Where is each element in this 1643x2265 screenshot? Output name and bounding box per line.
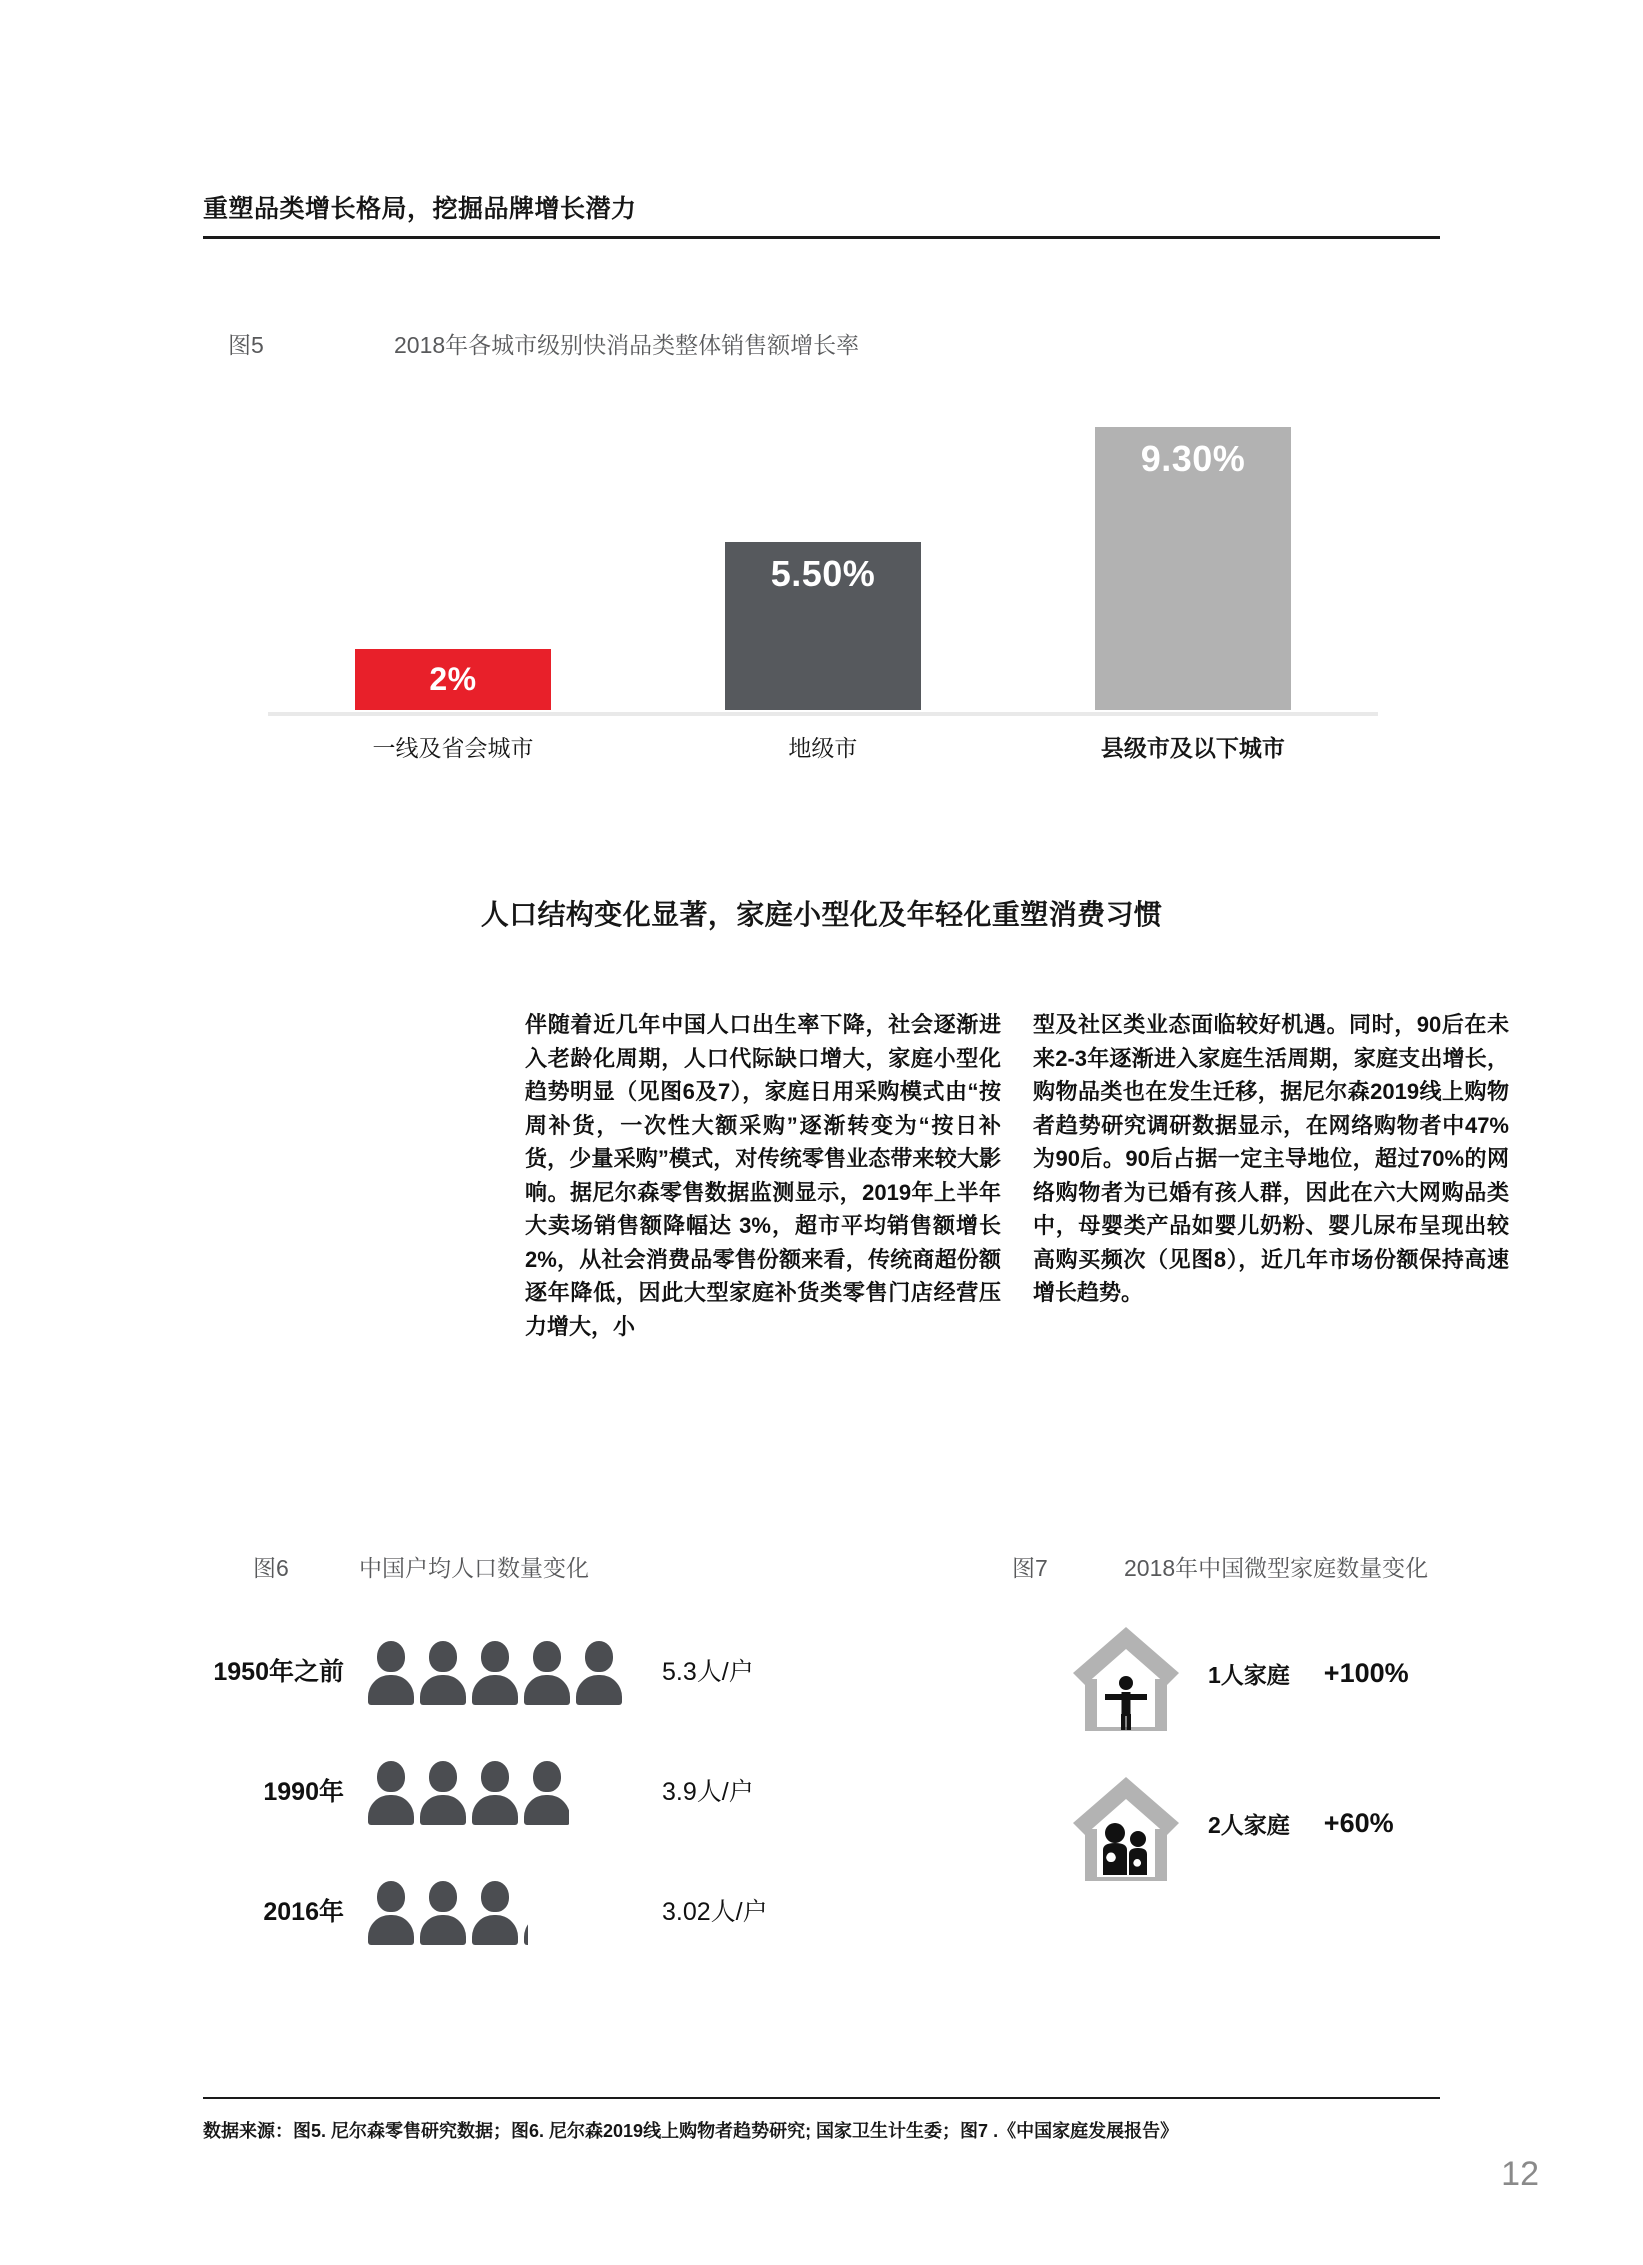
figure7-title: 2018年中国微型家庭数量变化 [1124, 1555, 1429, 1581]
bar-value-label: 9.30% [1140, 438, 1246, 479]
figure6-title: 中国户均人口数量变化 [359, 1555, 589, 1581]
figure6-pictogram [178, 1610, 938, 1970]
chart-axis-labels [268, 730, 1378, 763]
person-icon [574, 1641, 626, 1705]
axis-label-prefecture: 地级市 [788, 735, 858, 761]
figure7-number: 图7 [1012, 1555, 1048, 1581]
bar-tier1-cities [355, 649, 551, 710]
person-icon [418, 1881, 470, 1945]
person-icon [522, 1761, 569, 1825]
person-icon [366, 1641, 418, 1705]
person-icon-group [366, 1635, 628, 1705]
axis-label-tier1: 一线及省会城市 [372, 735, 534, 761]
figure5-number: 图5 [228, 332, 264, 358]
person-icon [418, 1641, 470, 1705]
bar-group [268, 390, 1378, 710]
pictogram-row [178, 1730, 938, 1850]
house-percent: +100% [1323, 1657, 1409, 1688]
house-icon-2person [1060, 1763, 1192, 1883]
person-icon [522, 1881, 528, 1945]
bar-slot-1 [268, 390, 638, 710]
person-icon [470, 1881, 522, 1945]
running-header-title: 重塑品类增长格局，挖掘品牌增长潜力 [203, 195, 637, 223]
bar-county-cities [1095, 427, 1291, 710]
running-header [203, 194, 1440, 239]
body-text [525, 1008, 1510, 1343]
section-heading: 人口结构变化显著，家庭小型化及年轻化重塑消费习惯 [480, 899, 1163, 930]
bar-slot-3 [1008, 390, 1378, 710]
house-label: 2人家庭 [1208, 1811, 1290, 1838]
pictogram-row-value: 3.9人/户 [662, 1778, 754, 1806]
pictogram-row-year: 1950年之前 [213, 1658, 344, 1686]
house-percent: +60% [1323, 1807, 1394, 1838]
pictogram-row-value: 3.02人/户 [662, 1898, 768, 1926]
pictogram-row [178, 1610, 938, 1730]
figure6-caption [253, 1550, 589, 1583]
header-divider [203, 236, 1440, 239]
house-icon-1person [1060, 1613, 1192, 1733]
house-with-two-persons-icon [1067, 1771, 1185, 1883]
person-icon [366, 1761, 418, 1825]
house-with-one-person-icon [1067, 1621, 1185, 1733]
pictogram-row-year: 1990年 [263, 1778, 344, 1806]
house-label: 1人家庭 [1208, 1661, 1290, 1688]
pictogram-row-value: 5.3人/户 [662, 1658, 754, 1686]
bar-value-label: 5.50% [770, 553, 876, 594]
person-icon-group [366, 1875, 628, 1945]
body-column-left: 伴随着近几年中国人口出生率下降，社会逐渐进入老龄化周期，人口代际缺口增大，家庭小型化趋势明显（见图6及7），家庭日用采购模式由“按周补货，一次性大额采购”逐渐转变为“按日补货，少量采购”模式，对传统零售业态带来较大影响。据尼尔森零售数据监测显示，2019年上半年大卖场销售额降幅达 3%，超市平均销售额增长2%，从社会消费品零售份额来看，传统商超份额逐年降低，因此大型家庭补货类零售门店经营压力增大，小 [525, 1012, 1001, 1339]
person-icon [626, 1641, 628, 1705]
pictogram-row-year: 2016年 [263, 1898, 344, 1926]
figure7-houses [1060, 1598, 1580, 1898]
pictogram-row [178, 1850, 938, 1970]
bar-value-label: 2% [429, 661, 477, 697]
axis-label-county: 县级市及以下城市 [1100, 735, 1285, 761]
person-icon [470, 1641, 522, 1705]
figure5-caption [228, 327, 1428, 360]
figure5-title: 2018年各城市级别快消品类整体销售额增长率 [394, 332, 860, 358]
person-icon-group [366, 1755, 628, 1825]
figure6-number: 图6 [253, 1555, 289, 1581]
figure7-caption [1012, 1550, 1428, 1583]
person-icon [522, 1641, 574, 1705]
person-icon [470, 1761, 522, 1825]
figure5-bar-chart [268, 390, 1378, 710]
house-row [1060, 1598, 1580, 1748]
footer-divider [203, 2097, 1440, 2099]
person-icon [418, 1761, 470, 1825]
person-icon [366, 1881, 418, 1945]
bar-slot-2 [638, 390, 1008, 710]
chart-axis-line [268, 712, 1378, 716]
house-row [1060, 1748, 1580, 1898]
footer-source-note: 数据来源：图5. 尼尔森零售研究数据；图6. 尼尔森2019线上购物者趋势研究; 国家卫生计生委；图7 .《中国家庭发展报告》 [203, 2121, 1179, 2141]
body-column-right: 型及社区类业态面临较好机遇。同时，90后在未来2-3年逐渐进入家庭生活周期，家庭支出增长，购物品类也在发生迁移，据尼尔森2019线上购物者趋势研究调研数据显示，在网络购物者中47%为90后。90后占据一定主导地位，超过70%的网络购物者为已婚有孩人群，因此在六大网购品类中，母婴类产品如婴儿奶粉、婴儿尿布呈现出较高购买频次（见图8），近几年市场份额保持高速增长趋势。 [1033, 1012, 1509, 1305]
bar-prefecture-cities [725, 542, 921, 710]
page-number: 12 [1501, 2155, 1539, 2193]
